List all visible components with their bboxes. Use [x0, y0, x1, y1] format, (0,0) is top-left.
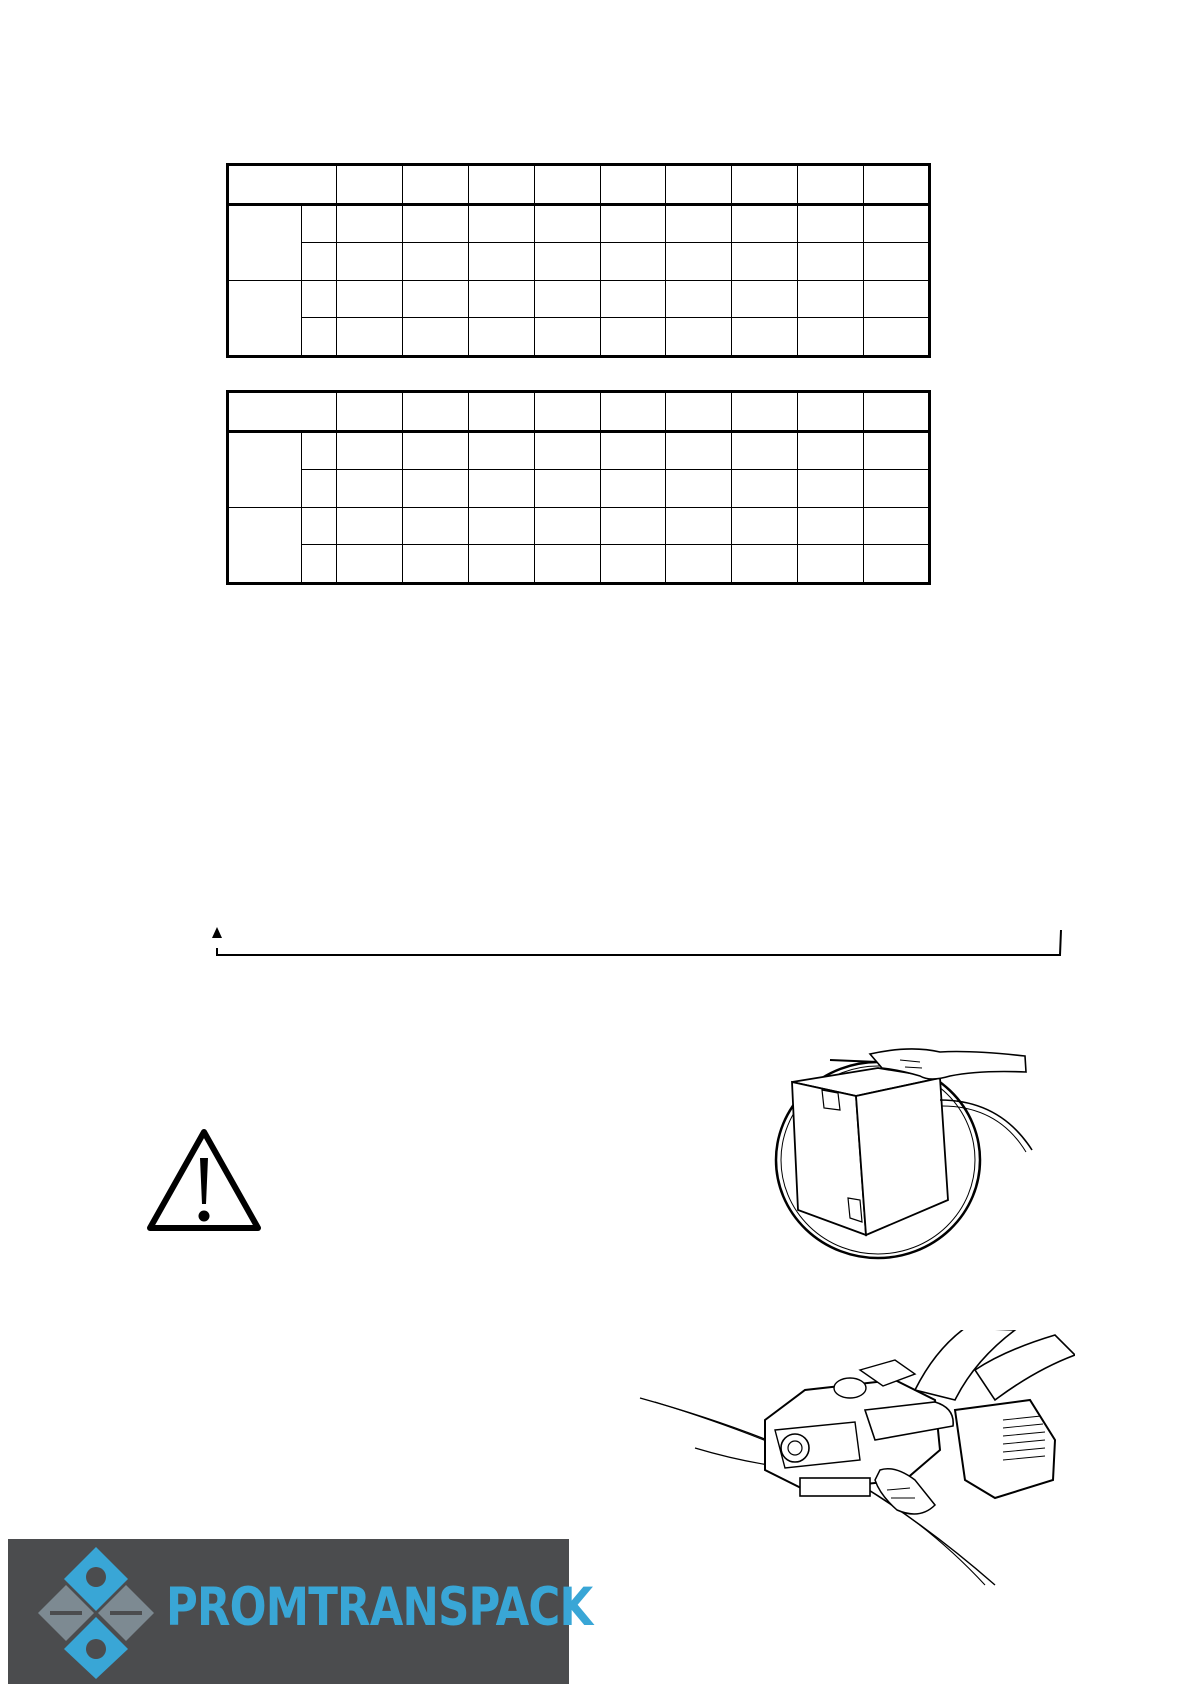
table-cell	[534, 470, 600, 508]
table-cell	[666, 243, 732, 281]
table-cell	[864, 507, 930, 545]
table-cell	[402, 318, 468, 357]
table-group-cell	[228, 204, 302, 280]
table-cell	[534, 318, 600, 357]
table-cell	[468, 470, 534, 508]
table-cell	[468, 243, 534, 281]
table-header-cell	[534, 165, 600, 205]
table-header-cell	[228, 392, 337, 432]
table-header-row	[228, 392, 930, 432]
table-cell	[468, 318, 534, 357]
table-cell	[864, 431, 930, 470]
table-cell	[732, 243, 798, 281]
table-cell	[302, 280, 337, 318]
table-cell	[600, 204, 666, 243]
table-cell	[302, 545, 337, 584]
table-cell	[600, 280, 666, 318]
table-cell	[732, 507, 798, 545]
table-cell	[600, 545, 666, 584]
table-cell	[798, 507, 864, 545]
table-cell	[534, 280, 600, 318]
table-header-cell	[337, 392, 403, 432]
table-cell	[302, 243, 337, 281]
table-row	[228, 507, 930, 545]
table-header-cell	[228, 165, 337, 205]
table-cell	[732, 280, 798, 318]
table-cell	[600, 431, 666, 470]
table-row	[228, 243, 930, 281]
table-cell	[337, 431, 403, 470]
table-cell	[600, 507, 666, 545]
table-cell	[798, 470, 864, 508]
box-strapping-illustration	[770, 1040, 1040, 1265]
table-cell	[600, 318, 666, 357]
table-cell	[798, 431, 864, 470]
table-cell	[402, 431, 468, 470]
table-cell	[864, 318, 930, 357]
table-cell	[864, 280, 930, 318]
table-cell	[337, 507, 403, 545]
table-row	[228, 470, 930, 508]
table-header-cell	[337, 165, 403, 205]
table-header-cell	[666, 392, 732, 432]
table-header-cell	[864, 392, 930, 432]
table-cell	[402, 243, 468, 281]
table-cell	[732, 204, 798, 243]
table-header-cell	[402, 165, 468, 205]
table-cell	[402, 280, 468, 318]
table-cell	[732, 470, 798, 508]
table-cell	[402, 204, 468, 243]
table-cell	[468, 431, 534, 470]
table-cell	[798, 318, 864, 357]
logo-emblem-icon	[36, 1541, 156, 1681]
table-cell	[732, 431, 798, 470]
table-cell	[864, 243, 930, 281]
table-cell	[666, 507, 732, 545]
table-cell	[337, 545, 403, 584]
table-cell	[666, 280, 732, 318]
table-header-cell	[468, 165, 534, 205]
table-cell	[402, 507, 468, 545]
table-cell	[534, 243, 600, 281]
table-cell	[666, 470, 732, 508]
table-cell	[468, 545, 534, 584]
table-cell	[302, 204, 337, 243]
table-cell	[302, 431, 337, 470]
table-group-cell	[228, 431, 302, 507]
table-header-cell	[402, 392, 468, 432]
table-cell	[302, 507, 337, 545]
table-cell	[600, 243, 666, 281]
table-cell	[732, 545, 798, 584]
table-row	[228, 204, 930, 243]
table-cell	[864, 470, 930, 508]
table-header-cell	[864, 165, 930, 205]
table-cell	[600, 470, 666, 508]
table-cell	[337, 280, 403, 318]
spec-table-2	[226, 390, 931, 585]
table-header-cell	[534, 392, 600, 432]
table-cell	[534, 204, 600, 243]
table-cell	[337, 204, 403, 243]
table-header-cell	[732, 165, 798, 205]
table-header-cell	[732, 392, 798, 432]
table-group-cell	[228, 507, 302, 583]
spec-table-1	[226, 163, 931, 358]
table-header-cell	[468, 392, 534, 432]
warning-triangle-icon	[144, 1126, 264, 1236]
table-header-cell	[666, 165, 732, 205]
table-cell	[798, 243, 864, 281]
table-cell	[534, 431, 600, 470]
table-cell	[468, 204, 534, 243]
table-row	[228, 318, 930, 357]
logo-text: PROMTRANSPACK	[166, 1577, 593, 1638]
table-cell	[468, 280, 534, 318]
table-cell	[402, 470, 468, 508]
table-cell	[337, 243, 403, 281]
table-row	[228, 280, 930, 318]
table-cell	[666, 431, 732, 470]
table-cell	[798, 280, 864, 318]
table-cell	[302, 470, 337, 508]
table-cell	[732, 318, 798, 357]
table-cell	[534, 507, 600, 545]
table-cell	[337, 470, 403, 508]
table-cell	[302, 318, 337, 357]
table-cell	[402, 545, 468, 584]
table-header-cell	[798, 392, 864, 432]
strapping-tool-illustration	[635, 1330, 1075, 1590]
table-cell	[468, 507, 534, 545]
table-cell	[798, 545, 864, 584]
table-cell	[337, 318, 403, 357]
table-header-cell	[798, 165, 864, 205]
table-cell	[666, 318, 732, 357]
table-row	[228, 545, 930, 584]
table-cell	[666, 545, 732, 584]
table-cell	[864, 545, 930, 584]
table-cell	[864, 204, 930, 243]
table-row	[228, 431, 930, 470]
table-group-cell	[228, 280, 302, 356]
table-header-row	[228, 165, 930, 205]
table-cell	[798, 204, 864, 243]
table-header-cell	[600, 165, 666, 205]
promtranspack-logo	[8, 1539, 593, 1684]
table-header-cell	[600, 392, 666, 432]
table-cell	[534, 545, 600, 584]
return-arrow-icon	[205, 920, 1075, 960]
table-cell	[666, 204, 732, 243]
